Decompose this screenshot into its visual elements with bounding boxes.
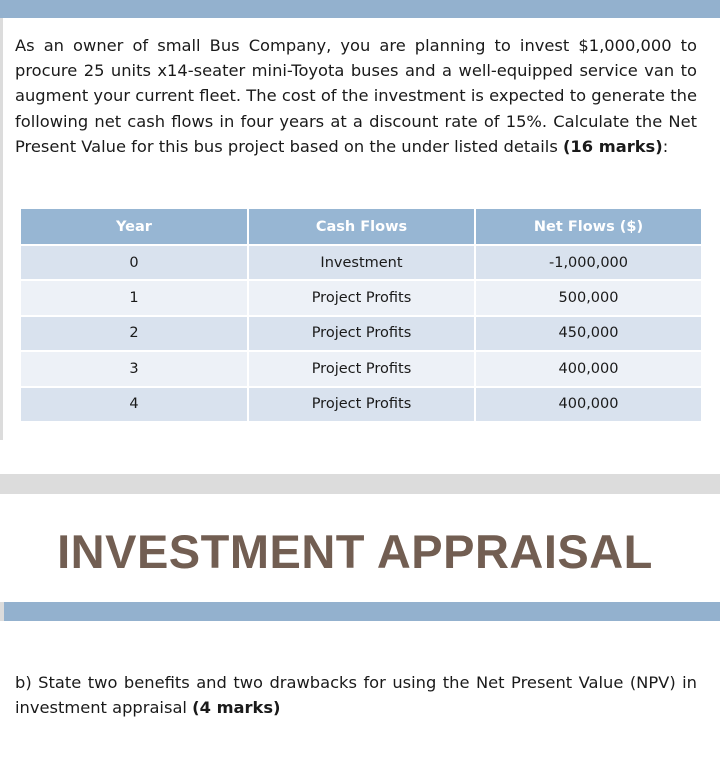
table-row <box>20 387 702 422</box>
cell-year: 1 <box>20 280 248 315</box>
cell-net-flow: 500,000 <box>475 280 702 315</box>
title-underline-notch <box>0 602 4 621</box>
cell-cash-flow: Project Profits <box>248 351 475 386</box>
question-a-text <box>15 33 697 159</box>
header-net-flows: Net Flows ($) <box>475 208 702 245</box>
question-b-marks: (4 marks) <box>192 698 281 718</box>
cell-cash-flow: Project Profits <box>248 387 475 422</box>
question-b-text <box>15 670 697 720</box>
header-cash-flows: Cash Flows <box>248 208 475 245</box>
table-row <box>20 280 702 315</box>
question-a-marks: (16 marks) <box>562 136 663 156</box>
cell-net-flow: -1,000,000 <box>475 245 702 280</box>
table-row <box>20 245 702 280</box>
section-title: INVESTMENT APPRAISAL <box>57 525 653 578</box>
question-a-suffix: : <box>662 136 669 156</box>
table-header-row <box>20 208 702 245</box>
title-underline-bar <box>0 602 720 621</box>
cell-net-flow: 450,000 <box>475 316 702 351</box>
cell-year: 2 <box>20 316 248 351</box>
cell-cash-flow: Project Profits <box>248 280 475 315</box>
question-b-body: b) State two benefits and two drawbacks for using the Net Present Value (NPV) in investment appraisal <box>15 673 697 718</box>
cell-year: 4 <box>20 387 248 422</box>
cell-net-flow: 400,000 <box>475 387 702 422</box>
cell-year: 0 <box>20 245 248 280</box>
left-margin-rule <box>0 18 3 440</box>
top-banner-bar <box>0 0 720 18</box>
section-divider-bar <box>0 474 720 494</box>
cell-year: 3 <box>20 351 248 386</box>
cash-flow-table <box>19 207 703 423</box>
table-row <box>20 351 702 386</box>
cell-cash-flow: Project Profits <box>248 316 475 351</box>
header-year: Year <box>20 208 248 245</box>
table-row <box>20 316 702 351</box>
cell-net-flow: 400,000 <box>475 351 702 386</box>
cell-cash-flow: Investment <box>248 245 475 280</box>
question-a-body: As an owner of small Bus Company, you are planning to invest $1,000,000 to procure 25 units x14-seater mini-Toyota buses and a well-equipped service van to augment your current fleet. The cost of the investment is expected to generate the following net cash flows in four years at a discount rate of 15%. Calculate the Net Present Value for this bus project based on the under listed details <box>15 36 697 156</box>
